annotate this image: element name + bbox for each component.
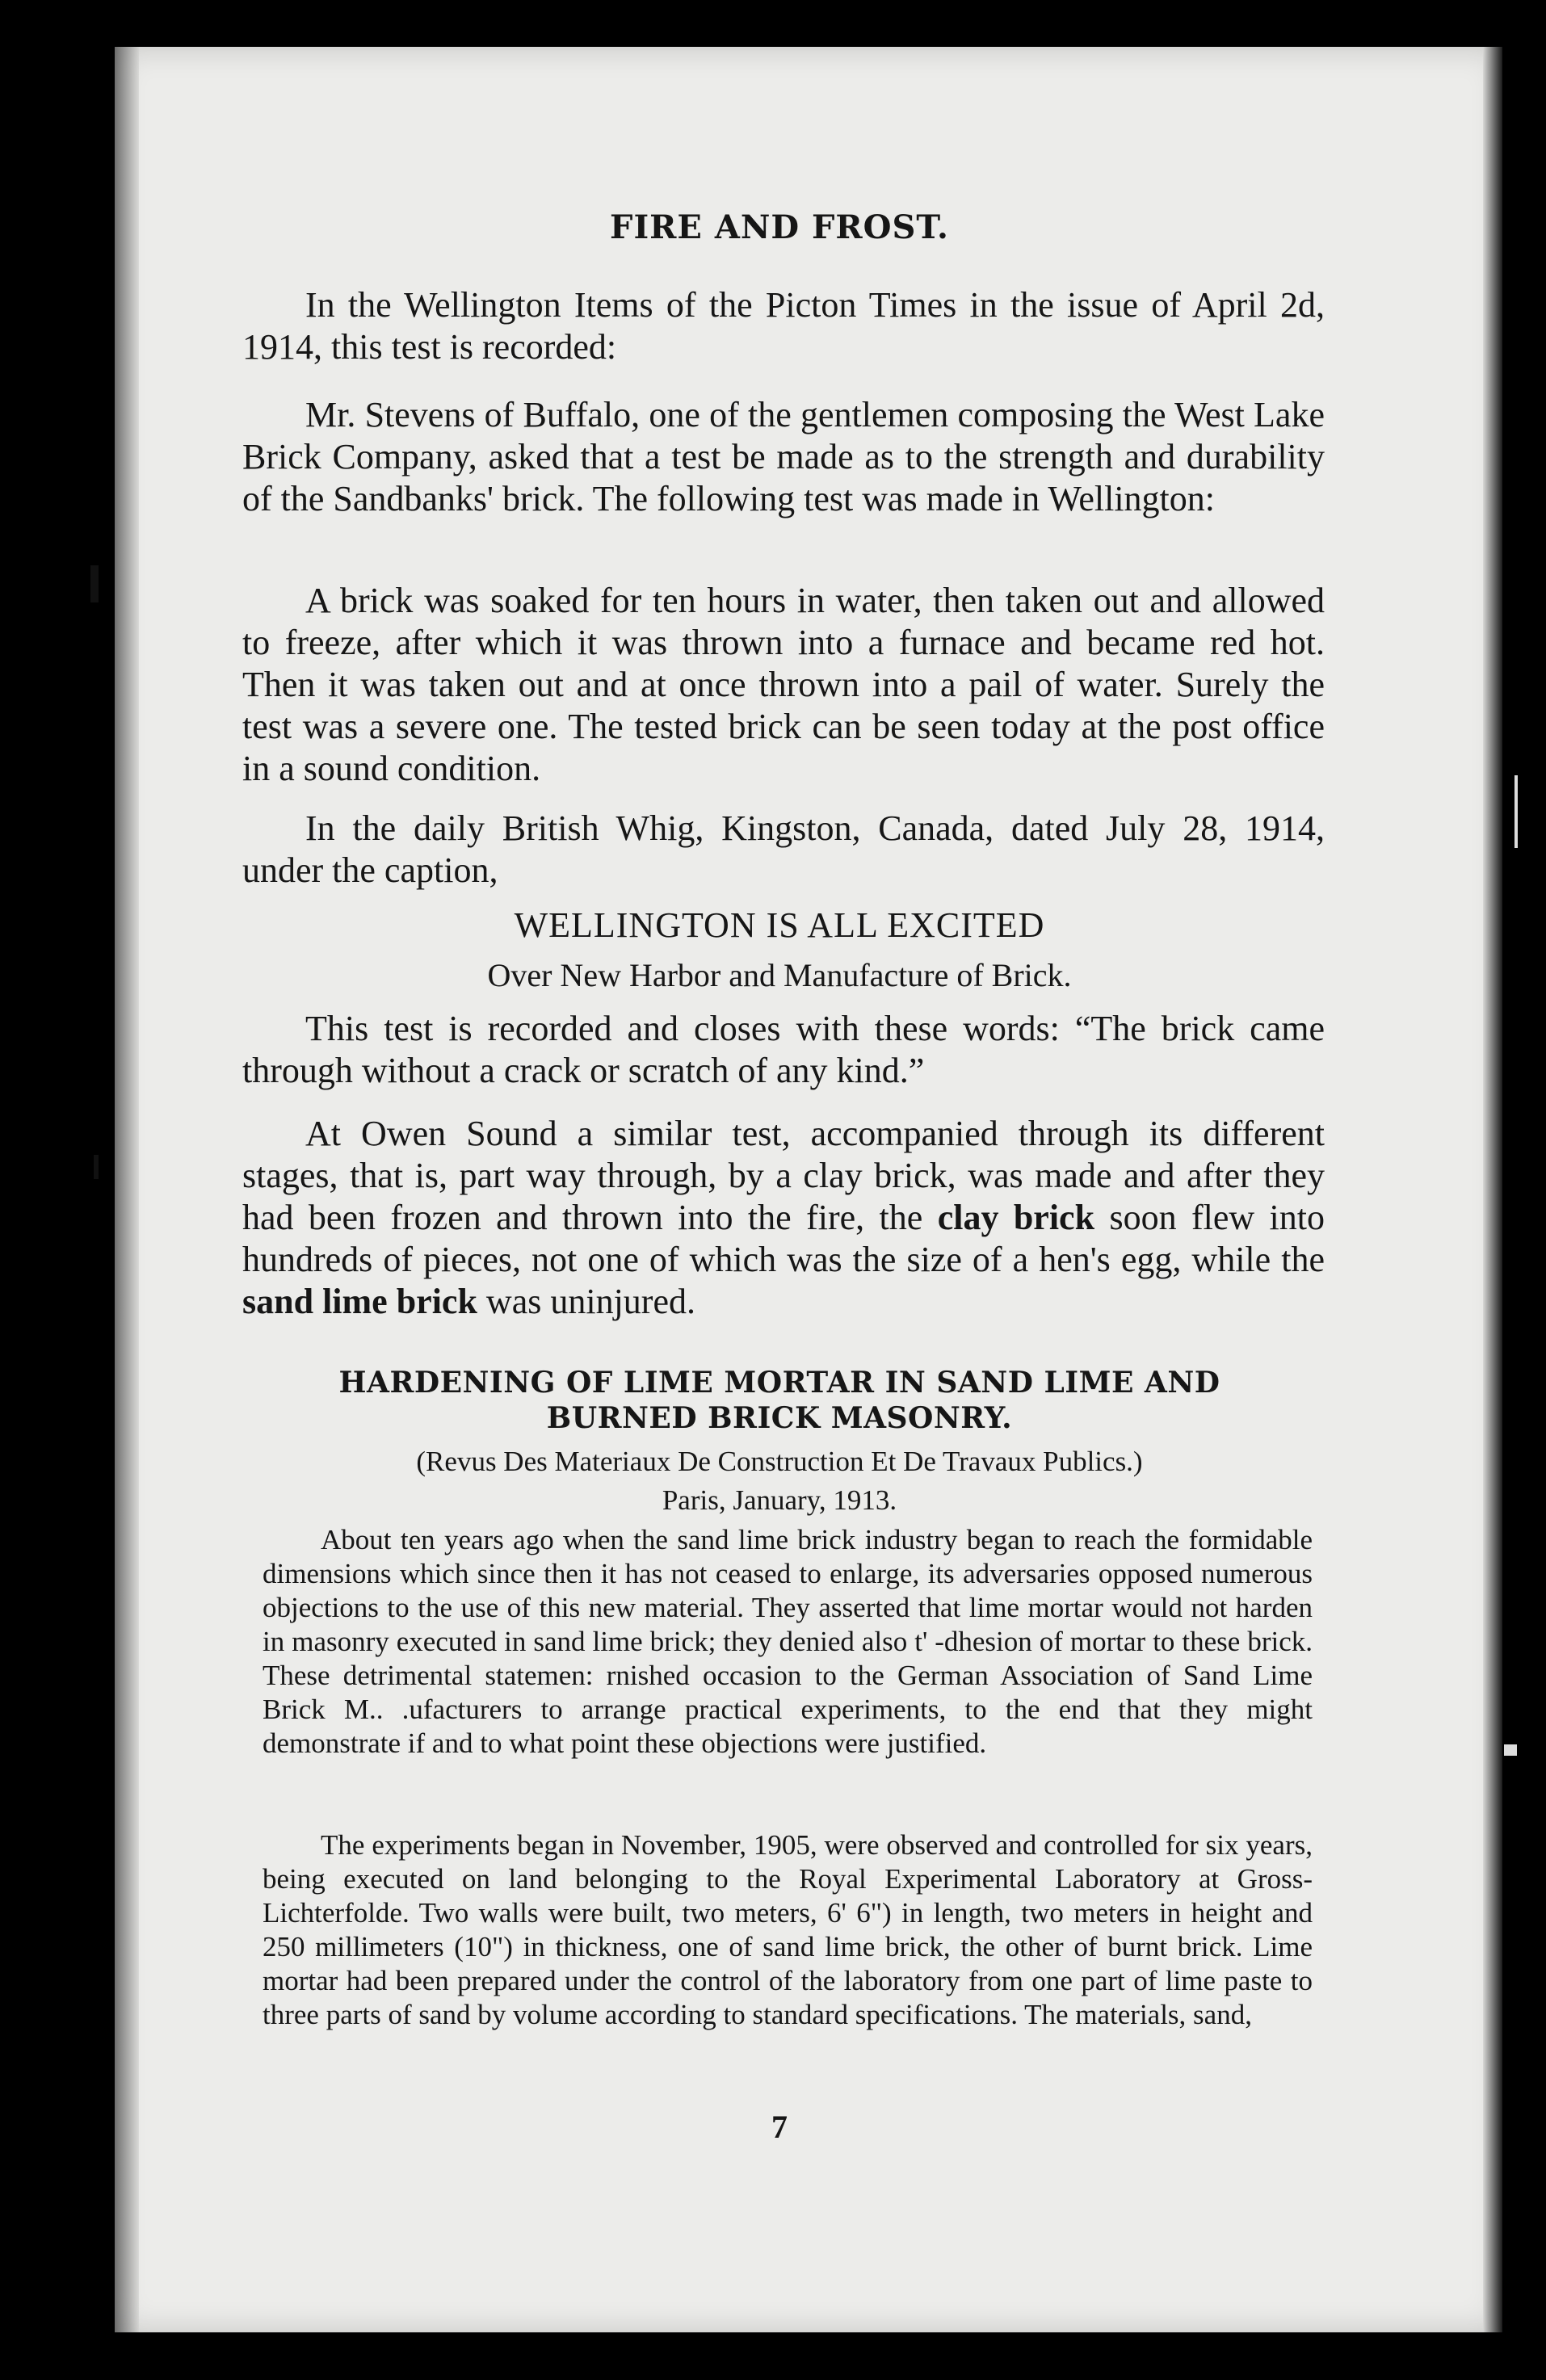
- scan-artifact-left-2: [94, 1155, 99, 1179]
- page-spine-shadow: [115, 47, 139, 2332]
- section-title-fire-and-frost: FIRE AND FROST.: [610, 208, 949, 246]
- scan-artifact-right-2: [1504, 1744, 1517, 1756]
- owen-text-3: was uninjured.: [477, 1282, 695, 1321]
- caption-subheadline: Over New Harbor and Manufacture of Brick.: [487, 957, 1072, 993]
- owen-text-1: At Owen Sound a similar test, accompanied through its different stages, that is, part way through, by a clay brick, was made and after they had been frozen and thrown into the fire, the: [242, 1114, 1325, 1237]
- scan-artifact-left-1: [90, 565, 99, 602]
- owen-bold-sand-lime-brick: sand lime brick: [242, 1282, 477, 1321]
- paragraph-sand-lime-industry: About ten years ago when the sand lime brick industry began to reach the formidable dimensions which since then it has not ceased to enlarge, its adversaries opposed numerous objections to the use of this new material. They asserted that lime mortar would not harden in masonry executed in sand lime brick; they denied also t' -dhesion of mortar to these brick. These detrimental statemen: rnished occasion to the German Association of Sand Lime Brick M.. .ufacturers to arrange practical experiments, to the end that they might demonstrate if and to what point these objections were justified.: [263, 1524, 1313, 1759]
- caption-headline: WELLINGTON IS ALL EXCITED: [514, 905, 1045, 945]
- paragraph-picton-times: In the Wellington Items of the Picton Times in the issue of April 2d, 1914, this test is recorded:: [242, 285, 1325, 367]
- scan-artifact-right-1: [1514, 775, 1518, 848]
- section-source: (Revus Des Materiaux De Construction Et De Travaux Publics.): [416, 1446, 1143, 1477]
- paragraph-brick-test: A brick was soaked for ten hours in water, then taken out and allowed to freeze, after which it was thrown into a furnace and became red hot. Then it was taken out and at once thrown into a pail of water. Surely the test was a severe one. The tested brick can be seen today at the post office in a sound condition.: [242, 581, 1325, 788]
- owen-bold-clay-brick: clay brick: [937, 1198, 1095, 1237]
- paragraph-quote: This test is recorded and closes with these words: “The brick came through without a crack or scratch of any kind.”: [242, 1009, 1325, 1090]
- section-date: Paris, January, 1913.: [662, 1484, 897, 1516]
- page-right-edge: [1483, 47, 1502, 2332]
- section-title-hardening-line2: BURNED BRICK MASONRY.: [546, 1401, 1013, 1435]
- paragraph-experiments: The experiments began in November, 1905, were observed and controlled for six years, being executed on land belonging to the Royal Experimental Laboratory at Gross-Lichterfolde. Two walls were built, two meters, 6' 6") in length, two meters in height and 250 millimeters (10") in thickness, one of sand lime brick, the other of burnt brick. Lime mortar had been prepared under the control of the laboratory from one part of lime paste to three parts of sand by volume according to standard specifications. The materials, sand,: [263, 1829, 1313, 2030]
- paragraph-mr-stevens: Mr. Stevens of Buffalo, one of the gentlemen composing the West Lake Brick Company, asked that a test be made as to the strength and durability of the Sandbanks' brick. The following test was made in Wellington:: [242, 395, 1325, 518]
- section-title-hardening-line1: HARDENING OF LIME MORTAR IN SAND LIME AND: [338, 1366, 1220, 1400]
- paragraph-british-whig: In the daily British Whig, Kingston, Canada, dated July 28, 1914, under the caption,: [242, 808, 1325, 890]
- paragraph-owen-sound: [242, 1113, 1325, 1323]
- page-number: 7: [771, 2109, 788, 2145]
- owen-text-2: soon flew into hundreds of pieces, not one of which was the size of a hen's egg, while the: [242, 1198, 1325, 1279]
